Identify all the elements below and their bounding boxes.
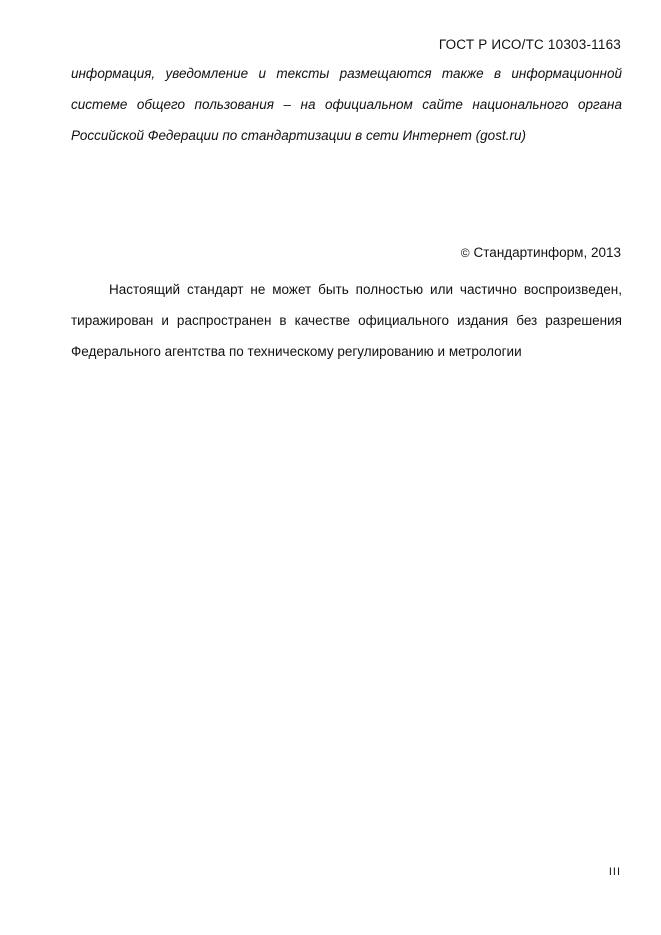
rights-line: тиражирован и распространен в качестве официального издания без разрешения bbox=[71, 313, 622, 328]
notice-line: информация, уведомление и тексты размещаются также в информационной bbox=[71, 66, 622, 81]
reproduction-rights bbox=[71, 274, 622, 367]
publication-notice bbox=[71, 58, 622, 151]
page-number: III bbox=[608, 866, 621, 878]
notice-line: системе общего пользования – на официальном сайте национального органа bbox=[71, 97, 622, 112]
copyright-notice bbox=[461, 245, 621, 260]
rights-line: Федерального агентства по техническому регулированию и метрологии bbox=[71, 344, 522, 359]
copyright-text: Стандартинформ, 2013 bbox=[473, 245, 621, 260]
standard-designation: ГОСТ Р ИСО/ТС 10303-1163 bbox=[438, 37, 621, 52]
copyright-icon: © bbox=[460, 246, 470, 260]
notice-line: Российской Федерации по стандартизации в сети Интернет (gost.ru) bbox=[71, 128, 526, 143]
rights-line: Настоящий стандарт не может быть полностью или частично воспроизведен, bbox=[109, 282, 622, 297]
